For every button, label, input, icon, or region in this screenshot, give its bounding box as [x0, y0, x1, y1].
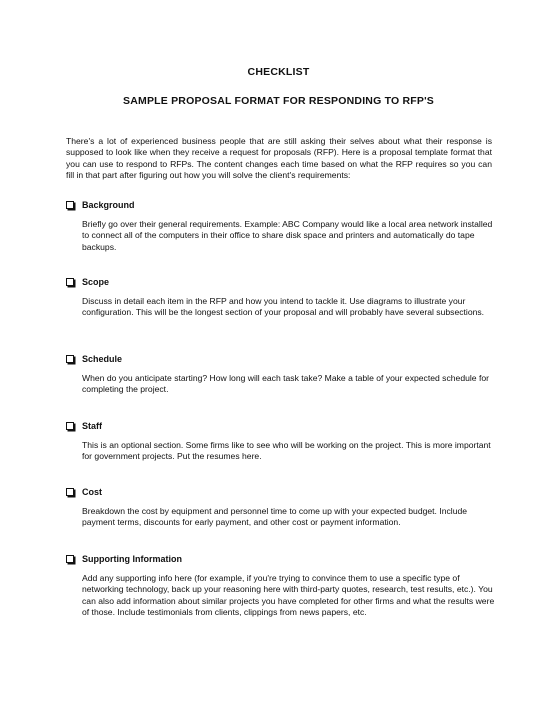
section-header: [66, 355, 496, 367]
section-header: [66, 555, 496, 567]
page-title: CHECKLIST: [247, 66, 310, 78]
section-text-staff: This is an optional section. Some firms like to see who will be working on the project. This is more important for government projects. Put the resumes here.: [82, 440, 491, 462]
section-label-schedule: Schedule: [82, 354, 123, 364]
section-label-background: Background: [82, 200, 135, 210]
section-text-supporting-information: Add any supporting info here (for example, if you're trying to convince them to use a specific type of networking technology, back up your reasoning here with third-party quotes, research, test results, etc.). You can also add information about similar projects you have completed for other firms and what the results were of those. Include testimonials from clients, clippings from news papers, etc.: [82, 573, 495, 618]
section-supporting-information: [66, 555, 496, 619]
checkbox-scope[interactable]: [66, 278, 74, 286]
section-cost: [66, 488, 496, 529]
section-text-schedule: When do you anticipate starting? How long will each task take? Make a table of your expected schedule for completing the project.: [82, 373, 490, 395]
section-text-background: Briefly go over their general requirements. Example: ABC Company would like a local area network installed to connect all of the computers in their office to share disk space and printers and automatically do tape backups.: [82, 219, 493, 252]
section-label-staff: Staff: [82, 421, 102, 431]
page-subtitle: SAMPLE PROPOSAL FORMAT FOR RESPONDING TO RFP'S: [123, 95, 434, 107]
section-background: [66, 201, 496, 253]
section-header: [66, 201, 496, 213]
section-schedule: [66, 355, 496, 396]
section-header: [66, 278, 496, 290]
checkbox-cost[interactable]: [66, 488, 74, 496]
checkbox-background[interactable]: [66, 201, 74, 209]
section-text-scope: Discuss in detail each item in the RFP and how you intend to tackle it. Use diagrams to illustrate your configuration. This will be the longest section of your proposal and will probably have several subsections.: [82, 296, 485, 318]
checkbox-schedule[interactable]: [66, 355, 74, 363]
section-scope: [66, 278, 496, 319]
section-label-scope: Scope: [82, 277, 110, 287]
intro-paragraph: There's a lot of experienced business people that are still asking their selves about what their response is supposed to look like when they receive a request for proposals (RFP). Here is a proposal template format that you can use to respond to RFPs. The content changes each time based on what the RFP requires so you can fill in that part after figuring out how you will solve the client's requirements:: [66, 136, 492, 181]
section-header: [66, 488, 496, 500]
section-label-cost: Cost: [82, 487, 102, 497]
section-label-supporting-information: Supporting Information: [82, 554, 182, 564]
section-header: [66, 422, 496, 434]
section-staff: [66, 422, 496, 463]
checkbox-supporting-information[interactable]: [66, 555, 74, 563]
checkbox-staff[interactable]: [66, 422, 74, 430]
section-text-cost: Breakdown the cost by equipment and personnel time to come up with your expected budget. Include payment terms, discounts for early payment, and other cost or payment information.: [82, 506, 468, 528]
